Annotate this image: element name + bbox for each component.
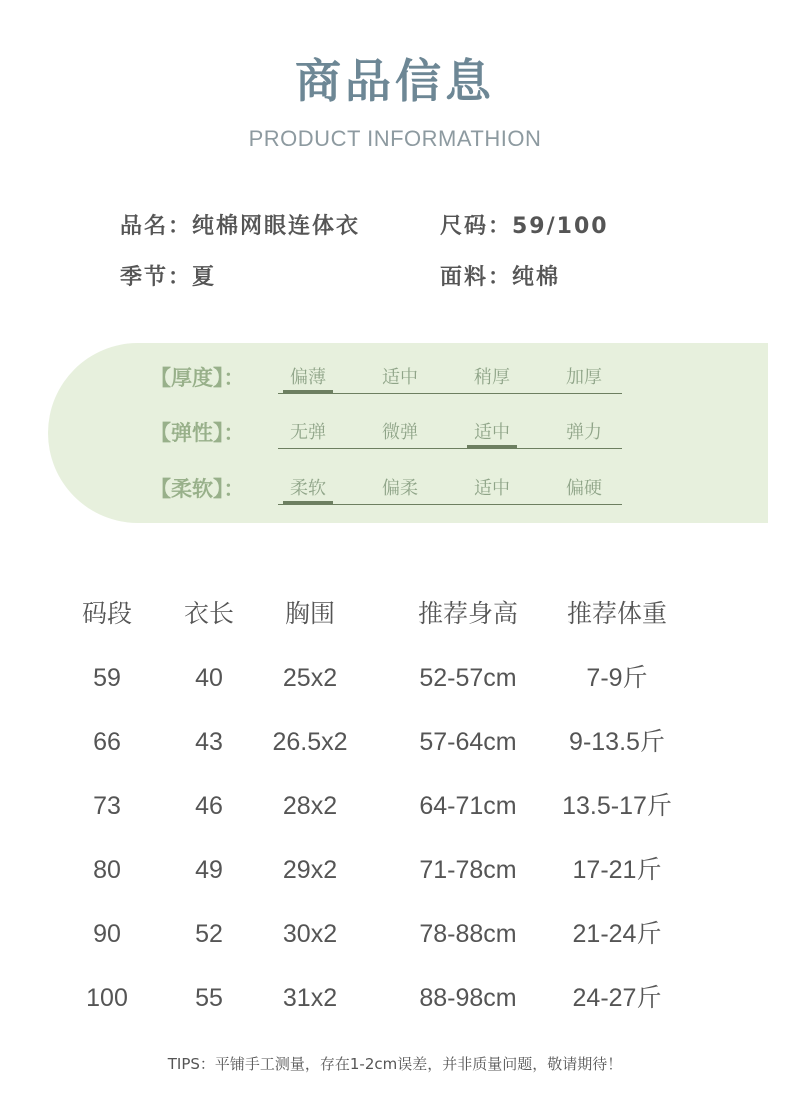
attribute-option: 无弹 <box>290 422 326 443</box>
product-size: 尺码：59/100 <box>440 214 609 239</box>
table-cell: 21-24斤 <box>572 920 662 948</box>
tips-text: TIPS：平铺手工测量，存在1-2cm误差，并非质量问题，敬请期待！ <box>167 1055 623 1073</box>
table-cell: 52-57cm <box>419 664 517 692</box>
table-cell: 25x2 <box>282 664 338 692</box>
attribute-option: 偏柔 <box>382 478 418 499</box>
attribute-option: 弹力 <box>566 422 602 443</box>
table-cell: 43 <box>195 728 223 756</box>
attribute-option: 稍厚 <box>474 367 510 388</box>
attribute-selected-marker <box>283 501 333 505</box>
attribute-label: 【柔软】： <box>150 477 245 501</box>
table-cell: 78-88cm <box>419 920 517 948</box>
page-title: 商品信息 <box>295 54 495 108</box>
table-cell: 88-98cm <box>419 984 517 1012</box>
table-cell: 52 <box>195 920 223 948</box>
product-season: 季节：夏 <box>120 265 217 290</box>
attribute-scale-line <box>278 448 622 449</box>
attribute-option: 偏硬 <box>566 478 602 499</box>
attribute-option: 微弹 <box>382 422 418 443</box>
attribute-selected-marker <box>467 445 517 449</box>
attribute-option: 适中 <box>474 422 510 443</box>
table-cell: 73 <box>93 792 121 820</box>
table-cell: 7-9斤 <box>586 664 648 692</box>
table-cell: 26.5x2 <box>272 728 348 756</box>
table-cell: 28x2 <box>282 792 338 820</box>
page-subtitle: PRODUCT INFORMATHION <box>248 126 542 151</box>
attribute-option: 偏薄 <box>290 367 326 388</box>
attribute-option: 加厚 <box>566 367 602 388</box>
table-cell: 9-13.5斤 <box>569 728 665 756</box>
table-cell: 46 <box>195 792 223 820</box>
attribute-label: 【厚度】： <box>150 366 245 390</box>
table-cell: 90 <box>93 920 121 948</box>
table-cell: 100 <box>86 984 128 1012</box>
table-cell: 24-27斤 <box>572 984 662 1012</box>
attribute-selected-marker <box>283 390 333 394</box>
attribute-option: 适中 <box>474 478 510 499</box>
table-cell: 31x2 <box>282 984 338 1012</box>
attribute-option: 适中 <box>382 367 418 388</box>
table-header-cell: 推荐体重 <box>566 599 667 628</box>
product-name: 品名：纯棉网眼连体衣 <box>120 214 361 239</box>
table-cell: 57-64cm <box>419 728 517 756</box>
table-cell: 66 <box>93 728 121 756</box>
table-cell: 55 <box>195 984 223 1012</box>
table-cell: 59 <box>93 664 121 692</box>
table-cell: 13.5-17斤 <box>562 792 672 820</box>
table-header-cell: 码段 <box>81 599 132 628</box>
attribute-label: 【弹性】： <box>150 421 245 445</box>
table-cell: 40 <box>195 664 223 692</box>
product-fabric: 面料：纯棉 <box>440 265 561 290</box>
table-header-cell: 推荐身高 <box>417 599 518 628</box>
table-cell: 80 <box>93 856 121 884</box>
table-header-cell: 衣长 <box>183 599 234 628</box>
table-cell: 30x2 <box>282 920 338 948</box>
table-header-cell: 胸围 <box>284 599 335 628</box>
table-cell: 49 <box>195 856 223 884</box>
table-cell: 64-71cm <box>419 792 517 820</box>
attribute-option: 柔软 <box>290 478 326 499</box>
table-cell: 29x2 <box>282 856 338 884</box>
table-cell: 71-78cm <box>419 856 517 884</box>
table-cell: 17-21斤 <box>572 856 662 884</box>
